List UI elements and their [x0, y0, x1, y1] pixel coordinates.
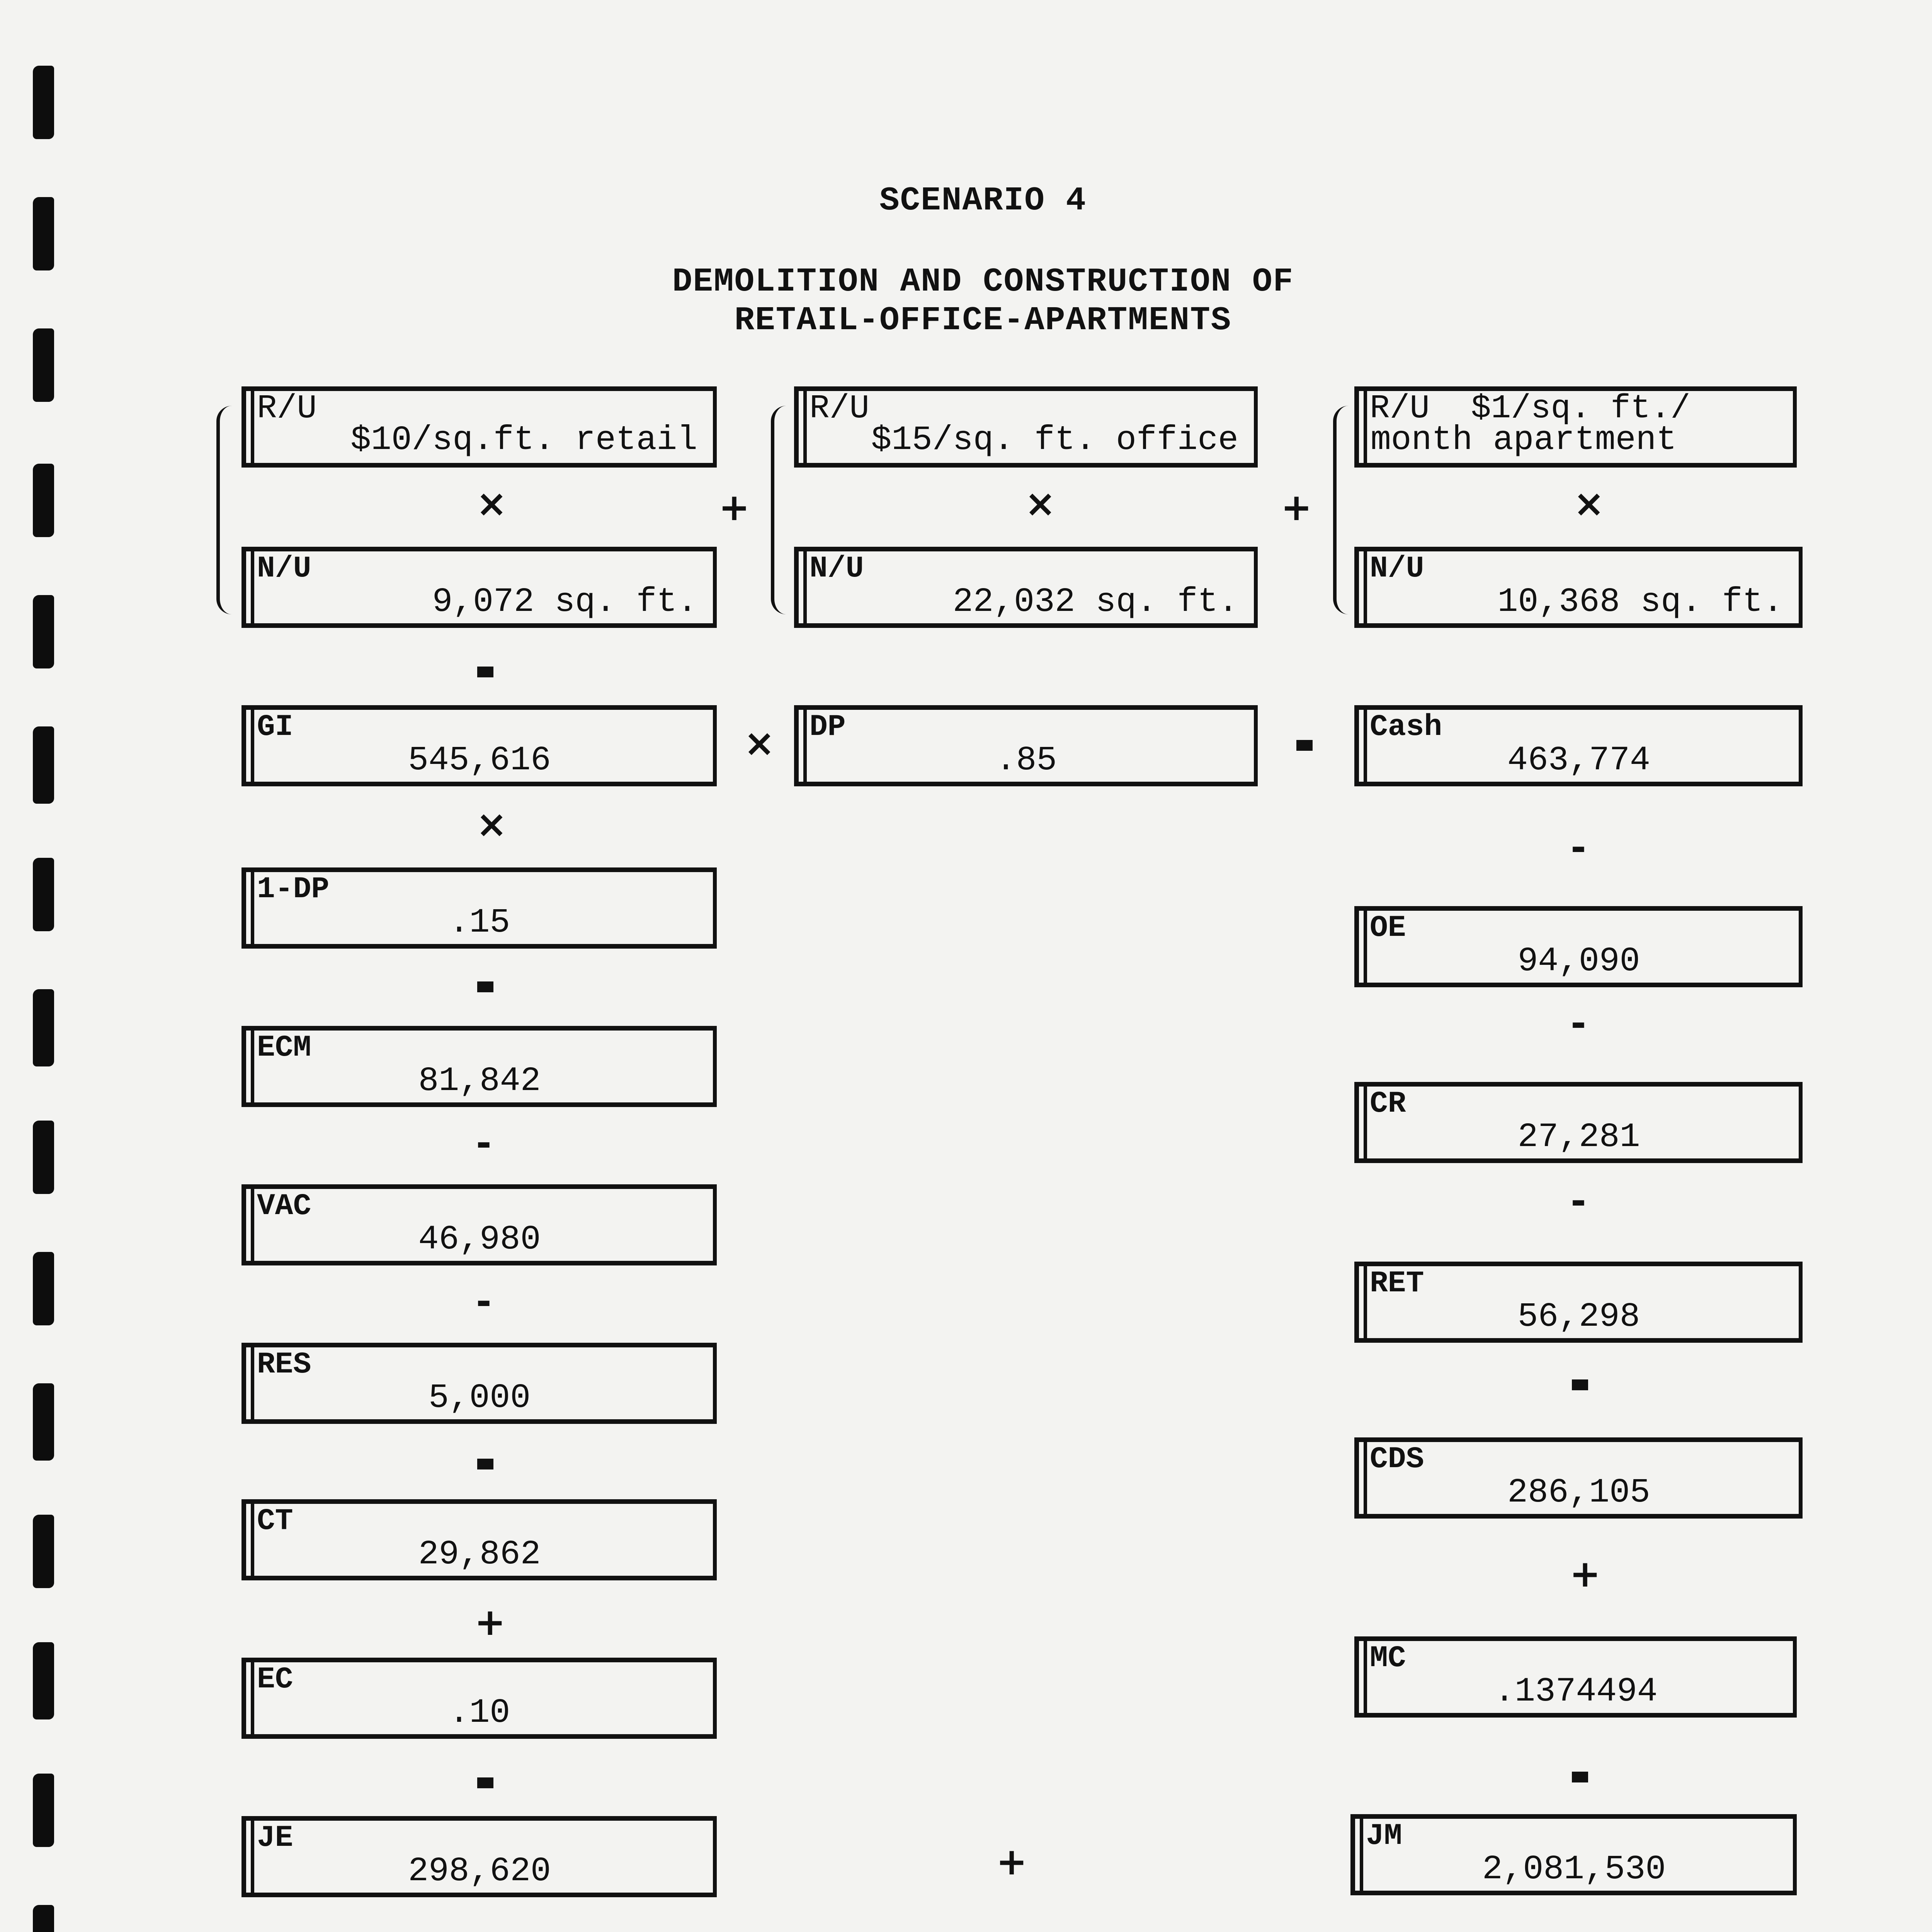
binder-hole: [33, 726, 54, 804]
office-ru-value: $15/sq. ft. office: [871, 421, 1238, 459]
cash-value: 463,774: [1507, 742, 1650, 780]
retail-group-brace: [216, 406, 232, 614]
apartment-nu-label: N/U: [1370, 552, 1424, 586]
times-operator: ×: [476, 803, 507, 846]
binder-hole: [33, 464, 54, 537]
binder-hole: [33, 66, 54, 139]
gi-label: GI: [257, 710, 293, 744]
binder-hole: [33, 1905, 54, 1932]
vac-box: [242, 1184, 717, 1265]
plus-operator: +: [719, 486, 750, 529]
page-subtitle-line2: RETAIL-OFFICE-APARTMENTS: [734, 301, 1232, 339]
cds-box: [1354, 1437, 1803, 1519]
ret-label: RET: [1370, 1267, 1424, 1301]
ret-box: [1354, 1262, 1803, 1343]
mc-value: .1374494: [1494, 1673, 1658, 1711]
apartment-ru-value-line1: $1/sq. ft./: [1471, 389, 1690, 427]
equals-operator: [477, 981, 493, 992]
minus-operator: -: [476, 1280, 492, 1323]
binder-hole: [33, 328, 54, 402]
retail-ru-value: $10/sq.ft. retail: [350, 421, 697, 459]
binder-hole: [33, 1252, 54, 1325]
equals-operator: [1572, 1379, 1588, 1390]
equals-operator: [477, 1777, 493, 1788]
office-nu-box: [794, 547, 1258, 628]
equals-operator: [1572, 1772, 1588, 1782]
equals-operator: [477, 667, 493, 677]
cr-label: CR: [1370, 1087, 1406, 1121]
one-minus-dp-box: [242, 867, 717, 949]
ct-value: 29,862: [418, 1536, 541, 1574]
ret-value: 56,298: [1517, 1298, 1640, 1336]
cds-label: CDS: [1370, 1442, 1424, 1476]
binder-hole: [33, 989, 54, 1066]
minus-operator: -: [476, 1121, 492, 1165]
retail-ru-box: [242, 386, 717, 468]
je-value: 298,620: [408, 1852, 551, 1891]
apartment-ru-label: R/U: [1370, 389, 1430, 427]
times-operator: ×: [476, 482, 507, 525]
jm-box: [1350, 1814, 1797, 1895]
office-ru-label: R/U: [810, 389, 869, 427]
ecm-value: 81,842: [418, 1062, 541, 1100]
page-subtitle-line1: DEMOLITION AND CONSTRUCTION OF: [672, 263, 1294, 301]
dp-value: .85: [995, 742, 1057, 780]
office-nu-label: N/U: [810, 552, 864, 586]
ec-label: EC: [257, 1663, 293, 1697]
apartment-ru-box: [1354, 386, 1797, 468]
apartment-ru-value-line2: month apartment: [1371, 421, 1677, 459]
ct-box: [242, 1499, 717, 1580]
vac-label: VAC: [257, 1189, 311, 1223]
retail-nu-box: [242, 547, 717, 628]
one-minus-dp-value: .15: [449, 904, 510, 942]
office-ru-box: [794, 386, 1258, 468]
cash-box: [1354, 705, 1803, 786]
binder-hole: [33, 1642, 54, 1719]
plus-operator: +: [474, 1600, 506, 1644]
oe-label: OE: [1370, 911, 1406, 945]
binder-hole: [33, 1774, 54, 1847]
binder-hole: [33, 1383, 54, 1461]
minus-operator: -: [1571, 1002, 1586, 1045]
page-title: SCENARIO 4: [879, 182, 1087, 219]
cr-box: [1354, 1082, 1803, 1163]
apartment-nu-value: 10,368 sq. ft.: [1497, 583, 1783, 621]
binder-hole: [33, 595, 54, 668]
minus-operator: -: [1571, 826, 1586, 869]
mc-box: [1354, 1636, 1797, 1718]
equals-operator: [1296, 740, 1313, 751]
res-value: 5,000: [428, 1379, 531, 1417]
dp-label: DP: [810, 710, 846, 744]
plus-operator: +: [1281, 486, 1312, 529]
minus-operator: -: [1571, 1179, 1586, 1223]
binder-hole: [33, 858, 54, 931]
gi-value: 545,616: [408, 742, 551, 780]
jm-label: JM: [1366, 1819, 1402, 1853]
ct-label: CT: [257, 1504, 293, 1538]
retail-nu-label: N/U: [257, 552, 311, 586]
plus-operator: +: [1570, 1552, 1601, 1595]
cr-value: 27,281: [1517, 1118, 1640, 1156]
dp-box: [794, 705, 1258, 786]
times-operator: ×: [744, 721, 775, 765]
binder-hole: [33, 1121, 54, 1194]
one-minus-dp-label: 1-DP: [257, 872, 330, 906]
oe-box: [1354, 906, 1803, 987]
cash-label: Cash: [1370, 710, 1442, 744]
ec-box: [242, 1658, 717, 1739]
times-operator: ×: [1573, 482, 1605, 525]
binder-hole: [33, 1515, 54, 1588]
office-nu-value: 22,032 sq. ft.: [952, 583, 1238, 621]
je-label: JE: [257, 1821, 293, 1855]
vac-value: 46,980: [418, 1221, 541, 1259]
equals-operator: [477, 1459, 493, 1469]
oe-value: 94,090: [1517, 942, 1640, 981]
res-box: [242, 1343, 717, 1424]
je-box: [242, 1816, 717, 1897]
res-label: RES: [257, 1348, 311, 1382]
times-operator: ×: [1025, 482, 1056, 525]
retail-ru-label: R/U: [257, 389, 317, 427]
apartment-nu-box: [1354, 547, 1803, 628]
retail-nu-value: 9,072 sq. ft.: [432, 583, 697, 621]
ecm-label: ECM: [257, 1031, 311, 1065]
office-group-brace: [771, 406, 786, 614]
mc-label: MC: [1370, 1641, 1406, 1675]
jm-value: 2,081,530: [1482, 1850, 1666, 1889]
ecm-box: [242, 1026, 717, 1107]
apartment-group-brace: [1333, 406, 1349, 614]
cds-value: 286,105: [1507, 1474, 1650, 1512]
plus-operator: +: [996, 1840, 1027, 1883]
ec-value: .10: [449, 1694, 510, 1732]
gi-box: [242, 705, 717, 786]
